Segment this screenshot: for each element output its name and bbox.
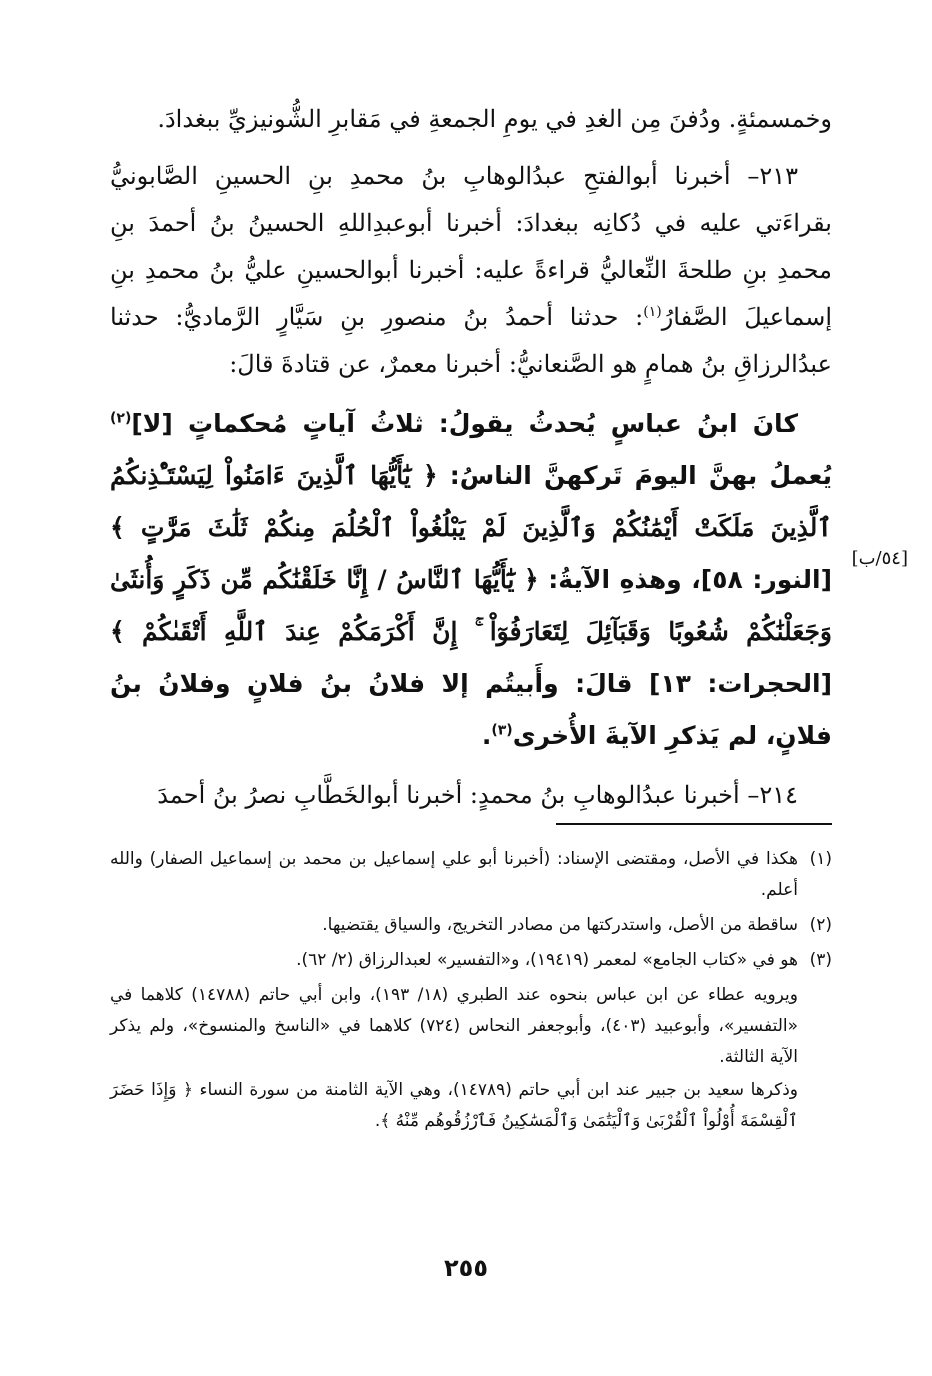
footnote-ref-1[interactable]: (١) [643, 304, 662, 320]
footnote-ref-3[interactable]: (٣) [491, 722, 513, 739]
footnote-1-text: هكذا في الأصل، ومقتضى الإسناد: (أخبرنا أبو علي إسماعيل بن محمد بن إسماعيل الصفار) والله أعلم. [110, 849, 798, 900]
matn-part-b: يُعملُ بهنَّ اليومَ تَركهنَّ الناسُ: [437, 461, 832, 490]
hadith-213-isnad-b: : حدثنا أحمدُ بنُ منصورِ بنِ سَيَّارٍ الرَّماديُّ: حدثنا عبدُالرزاقِ بنُ همامٍ هو الصَّنعانيُّ: أخبرنا معمرٌ، عن قتادةَ قالَ: [110, 303, 832, 378]
quran-verse-nisa-8: ﴿ وَإِذَا حَضَرَ ٱلْقِسْمَةَ أُوْلُواْ ٱلْقُرْبَىٰ وَٱلْيَتَٰمَىٰ وَٱلْمَسَٰكِينُ فَٱرْزُقُوهُم مِّنْهُ ﴾ [110, 1080, 798, 1131]
footnotes [110, 844, 832, 1139]
matn-part-a: كانَ ابنُ عباسٍ يُحدثُ يقولُ: ثلاثُ آياتٍ مُحكماتٍ [لا] [131, 409, 798, 438]
hadith-213 [110, 153, 832, 388]
hadith-213-isnad-a: ٢١٣– أخبرنا أبوالفتحِ عبدُالوهابِ بنُ محمدِ بنِ الحسينِ الصَّابونيُّ بقراءَتي عليه في دُكانِه ببغدادَ: أخبرنا أبوعبدِاللهِ الحسينُ بنُ أحمدَ بنِ محمدِ بنِ طلحةَ النِّعاليُّ قراءةً عليه: أخبرنا أبوالحسينِ عليُّ بنُ محمدِ بنِ إسماعيلَ الصَّفارُ [110, 162, 832, 331]
main-text [110, 96, 832, 819]
footnote-3-para-3-text: وذكرها سعيد بن جبير عند ابن أبي حاتم (١٤٧٨٩)، وهي الآية الثامنة من سورة النساء [199, 1080, 798, 1100]
footnote-2-number: (٢) [809, 915, 832, 935]
footnote-2 [110, 910, 832, 941]
matn-end: . [481, 721, 492, 750]
footnote-ref-2[interactable]: (٢) [110, 410, 132, 427]
footnote-3-para-3 [110, 1075, 832, 1137]
footnote-3-number: (٣) [809, 950, 832, 970]
footnote-separator [556, 823, 832, 825]
quran-verse-hujurat-13: ﴿ يَٰٓأَيُّهَا ٱلنَّاسُ / إِنَّا خَلَقْنَٰكُم مِّن ذَكَرٍ وَأُنثَىٰ وَجَعَلْنَٰكُمْ شُعُوبًا وَقَبَآئِلَ لِتَعَارَفُوٓاْ ۚ إِنَّ أَكْرَمَكُمْ عِندَ ٱللَّهِ أَتْقَىٰكُمْ ﴾ [110, 565, 832, 646]
paragraph-continuation: وخمسمئةٍ. ودُفنَ مِن الغدِ في يومِ الجمعةِ في مَقابرِ الشُّونيزيِّ ببغدادَ. [157, 105, 832, 133]
manuscript-folio-marker: [٥٤/ب] [851, 548, 908, 569]
hadith-214: ٢١٤– أخبرنا عبدُالوهابِ بنُ محمدٍ: أخبرنا أبوالخَطَّابِ نصرُ بنُ أحمدَ [157, 781, 798, 809]
matn-part-d: [الحجرات: ١٣] قالَ: وأَبيتُم إلا فلانُ بنُ فلانٍ وفلانُ بنُ فلانٍ، لم يَذكرِ الآيةَ الأُخرى [110, 669, 832, 750]
footnote-3 [110, 945, 832, 976]
footnote-1 [110, 844, 832, 906]
matn-part-c: [النور: ٥٨]، وهذهِ الآيةُ: [538, 565, 832, 594]
page-number: ٢٥٥ [444, 1254, 488, 1282]
footnote-3-text: هو في «كتاب الجامع» لمعمر (١٩٤١٩)، و«التفسير» لعبدالرزاق (٢/ ٦٢). [296, 950, 798, 970]
hadith-213-matn [110, 398, 832, 762]
quran-verse-nur-58: ﴿ يَٰٓأَيُّهَا ٱلَّذِينَ ءَامَنُواْ لِيَسْتَـْٔذِنكُمُ ٱلَّذِينَ مَلَكَتْ أَيْمَٰنُكُمْ وَٱلَّذِينَ لَمْ يَبْلُغُواْ ٱلْحُلُمَ مِنكُمْ ثَلَٰثَ مَرَّٰتٍ ﴾ [110, 461, 832, 542]
footnote-3-para-2: ويرويه عطاء عن ابن عباس بنحوه عند الطبري (١٨/ ١٩٣)، وابن أبي حاتم (١٤٧٨٨) كلاهما في «التفسير»، وأبوعبيد (٤٠٣)، وأبوجعفر النحاس (٧٢٤) كلاهما في «الناسخ والمنسوخ»، ولم يذكر الآية الثالثة. [110, 985, 799, 1067]
footnote-1-number: (١) [809, 849, 832, 869]
footnote-2-text: ساقطة من الأصل، واستدركتها من مصادر التخريج، والسياق يقتضيها. [322, 915, 798, 935]
footnote-3-end: . [374, 1111, 381, 1131]
